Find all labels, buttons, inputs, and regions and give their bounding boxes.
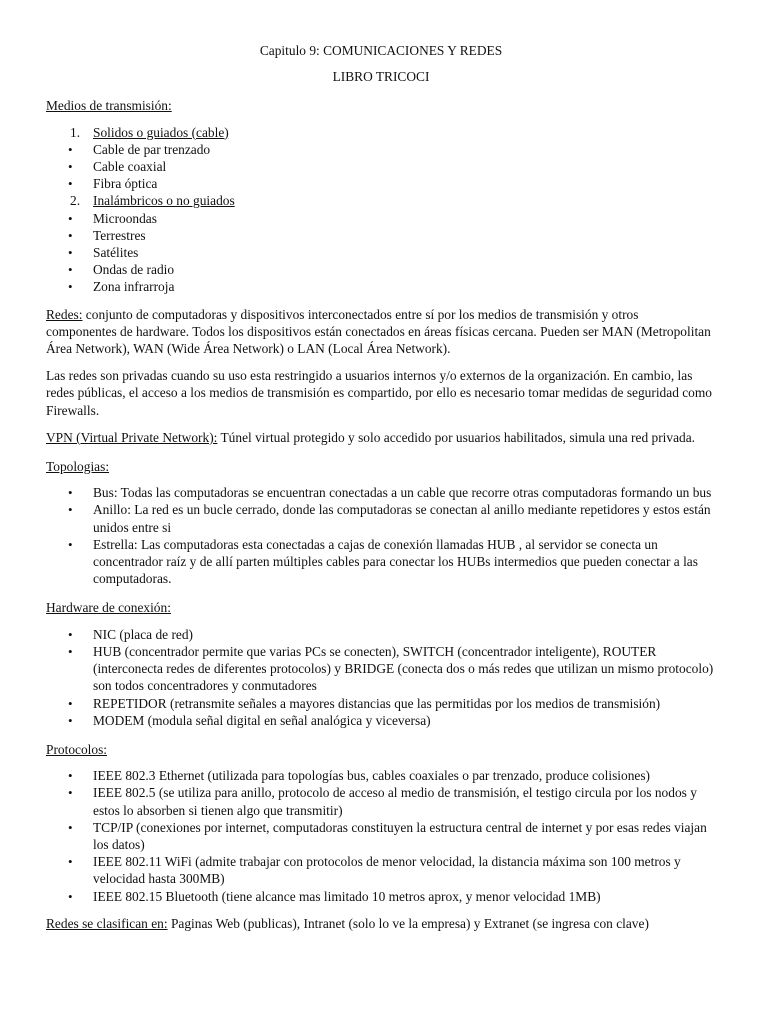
- bullet-icon: [68, 158, 88, 175]
- list-item-text: Anillo: La red es un bucle cerrado, donde las computadoras se conectan al anillo mediante repetidores y estos están unidos entre si: [93, 502, 711, 535]
- hardware-heading-text: Hardware de conexión:: [46, 600, 171, 616]
- bullet-icon: [68, 784, 88, 801]
- topologias-heading-text: Topologias:: [46, 459, 110, 475]
- list-item-text: IEEE 802.3 Ethernet (utilizada para topologías bus, cables coaxiales o par trenzado, produce colisiones): [93, 768, 650, 784]
- list-item: [46, 536, 716, 588]
- list-item: [46, 626, 716, 643]
- privadas-paragraph: Las redes son privadas cuando su uso esta restringido a usuarios internos y/o externos de la organización. En cambio, las redes públicas, el acceso a los medios de transmisión es compartido, por ello es necesario tomar medidas de seguridad como Firewalls.: [46, 368, 712, 418]
- list-item-text: MODEM (modula señal digital en señal analógica y viceversa): [93, 712, 431, 728]
- list-item-text: Fibra óptica: [93, 176, 158, 192]
- redes-paragraph: [46, 306, 716, 358]
- protocolos-list: [46, 767, 716, 905]
- list-item-text: Cable de par trenzado: [93, 141, 211, 157]
- bullet-icon: [68, 536, 88, 553]
- bullet-icon: [68, 261, 88, 278]
- bullet-icon: [68, 278, 88, 295]
- section-heading-medios: [46, 97, 716, 114]
- list-item: [46, 643, 716, 695]
- bullet-icon: [68, 484, 88, 501]
- list-item: [46, 244, 716, 261]
- list-item-text: TCP/IP (conexiones por internet, computadoras constituyen la estructura central de internet y por esas redes viajan los datos): [93, 819, 707, 852]
- medios-heading-text: Medios de transmisión:: [46, 98, 172, 114]
- redes-text: conjunto de computadoras y dispositivos interconectados entre sí por los medios de transmisión y otros componentes de hardware. Todos los dispositivos están conectados en áreas físicas cercana. Pueden ser MAN (Metropolitan Área Network), WAN (Wide Área Network) o LAN (Local Área Network).: [46, 306, 711, 357]
- list-item-text: Terrestres: [93, 227, 146, 243]
- list-item: [46, 712, 716, 729]
- vpn-paragraph: [46, 429, 716, 446]
- list-item-text: Zona infrarroja: [93, 279, 175, 295]
- list-item-text: IEEE 802.15 Bluetooth (tiene alcance mas limitado 10 metros aprox, y menor velocidad 1MB): [93, 888, 601, 904]
- bullet-icon: [68, 888, 88, 905]
- bullet-icon: [68, 767, 88, 784]
- list-item-text: Satélites: [93, 245, 139, 261]
- bullet-icon: [68, 227, 88, 244]
- bullet-icon: [68, 819, 88, 836]
- clasifican-label: Redes se clasifican en:: [46, 915, 168, 931]
- list-item: [46, 853, 716, 887]
- list-item-text: Ondas de radio: [93, 262, 175, 278]
- list-item: [46, 158, 716, 175]
- vpn-label: VPN (Virtual Private Network):: [46, 429, 218, 445]
- list-item: [46, 141, 716, 158]
- list-item: [46, 695, 716, 712]
- redes-label: Redes:: [46, 306, 83, 322]
- hardware-list: [46, 626, 716, 729]
- bullet-icon: [68, 501, 88, 518]
- bullet-icon: [68, 695, 88, 712]
- document-subtitle: LIBRO TRICOCI: [332, 69, 430, 85]
- list-item-text: Inalámbricos o no guiados: [93, 193, 235, 209]
- list-item-text: Microondas: [93, 210, 157, 226]
- list-item-text: Solidos o guiados (cable): [93, 124, 229, 140]
- topologias-list: [46, 484, 716, 587]
- list-item: [46, 227, 716, 244]
- bullet-icon: [68, 175, 88, 192]
- bullet-icon: [68, 712, 88, 729]
- list-item-text: Estrella: Las computadoras esta conectadas a cajas de conexión llamadas HUB , al servidor se conecta un concentrador raíz y de allí parten múltiples cables para conectar los HUBs intermedios que pueden conectar a las computadoras.: [93, 536, 698, 587]
- bullet-icon: [68, 643, 88, 660]
- list-item-text: Bus: Todas las computadoras se encuentran conectadas a un cable que recorre otras computadoras formando un bus: [93, 485, 712, 501]
- list-item: [46, 784, 716, 818]
- list-item: [46, 819, 716, 853]
- list-item-text: HUB (concentrador permite que varias PCs se conecten), SWITCH (concentrador inteligente), ROUTER (interconecta redes de diferentes protocolos) y BRIDGE (conecta dos o más redes que utilizan un mismo protocolo) son todos concentradores y conmutadores: [93, 643, 714, 694]
- list-item: [46, 767, 716, 784]
- list-item: [46, 124, 716, 141]
- list-item-text: Cable coaxial: [93, 159, 167, 175]
- section-heading-protocolos: [46, 741, 716, 758]
- list-item: [46, 888, 716, 905]
- list-item: [46, 261, 716, 278]
- list-item: [46, 484, 716, 501]
- list-item-text: NIC (placa de red): [93, 626, 194, 642]
- list-item-text: REPETIDOR (retransmite señales a mayores distancias que las permitidas por los medios de transmisión): [93, 695, 661, 711]
- section-heading-topologias: [46, 458, 716, 475]
- medios-list: [46, 124, 716, 296]
- list-item: [46, 501, 716, 535]
- bullet-icon: [68, 626, 88, 643]
- list-item: [46, 192, 716, 209]
- list-item: [46, 210, 716, 227]
- clasifican-text: Paginas Web (publicas), Intranet (solo lo ve la empresa) y Extranet (se ingresa con clave): [167, 915, 649, 931]
- document-title: Capitulo 9: COMUNICACIONES Y REDES: [259, 43, 503, 58]
- protocolos-heading-text: Protocolos:: [46, 741, 108, 757]
- list-item: [46, 175, 716, 192]
- bullet-icon: [68, 210, 88, 227]
- list-number: 2.: [70, 193, 81, 209]
- bullet-icon: [68, 853, 88, 870]
- list-number: 1.: [70, 124, 81, 140]
- section-heading-hardware: [46, 599, 716, 616]
- list-item: [46, 278, 716, 295]
- list-item-text: IEEE 802.11 WiFi (admite trabajar con protocolos de menor velocidad, la distancia máxima son 100 metros y velocidad hasta 300MB): [93, 854, 681, 887]
- list-item-text: IEEE 802.5 (se utiliza para anillo, protocolo de acceso al medio de transmisión, el testigo circula por los nodos y estos lo absorben si tienen algo que transmitir): [93, 785, 697, 818]
- bullet-icon: [68, 141, 88, 158]
- clasifican-paragraph: [46, 915, 716, 932]
- vpn-text: Túnel virtual protegido y solo accedido por usuarios habilitados, simula una red privada.: [217, 429, 696, 445]
- bullet-icon: [68, 244, 88, 261]
